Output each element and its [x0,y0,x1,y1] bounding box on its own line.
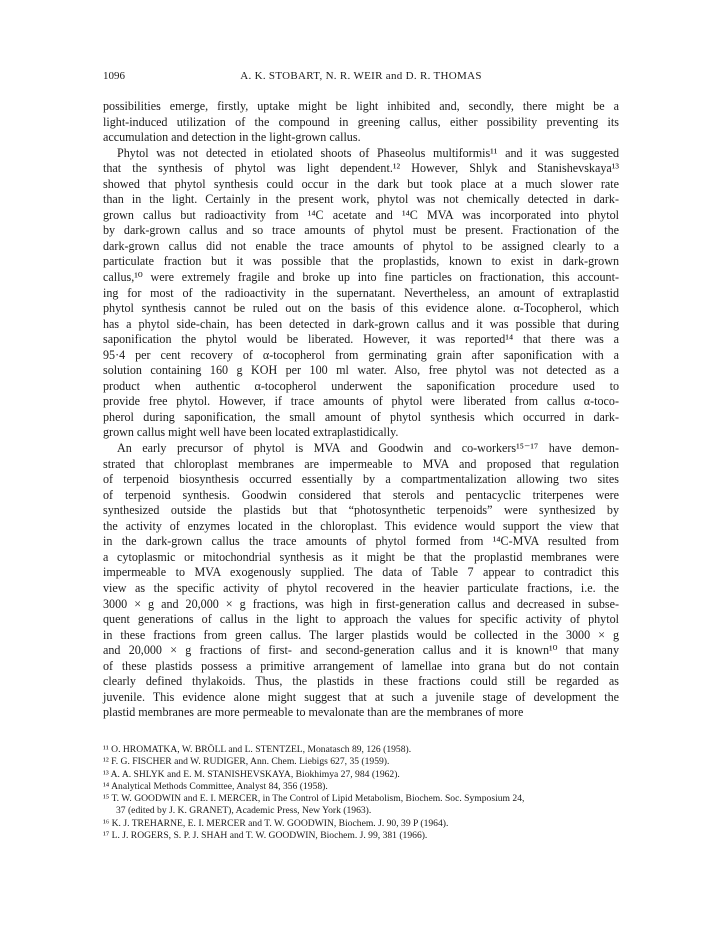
text-line: pherol during saponification, the small amount of phytol synthesis which occurred in dark- [103,409,619,424]
text-line: saponification the phytol would be liberated. However, it was reported¹⁴ that there was a [103,332,619,347]
text-line: possibilities emerge, firstly, uptake might be light inhibited and, secondly, there might be a [103,99,619,113]
text-line: 3000 × g and 20,000 × g fractions, was high in first-generation callus and decreased in subse- [103,596,619,611]
text-line: a cytoplasmic or mitochondrial synthesis as it might be that the proplastid membranes were [103,549,619,564]
paragraph [103,146,619,441]
text-line: view as the specific activity of phytol recovered in the heavier particulate fractions, i.e. the [103,580,619,595]
text-line: by dark-grown callus and so trace amounts of phytol must be present. Fractionation of the [103,223,619,238]
text-line: the activity of enzymes located in the chloroplast. This evidence would support the view that [103,518,619,533]
text-line: strated that chloroplast membranes are impermeable to MVA and proposed that regulation [103,456,619,471]
text-line: showed that phytol synthesis could occur in the dark but took place at a much slower rate [103,176,619,191]
text-line: grown callus might well have been located extraplastidically. [103,425,399,440]
text-line: in these fractions from green callus. The larger plastids would be collected in the 3000 × g [103,627,619,642]
running-title: A. K. STOBART, N. R. WEIR and D. R. THOMAS [240,70,482,82]
text-line: An early precursor of phytol is MVA and Goodwin and co-workers¹⁵⁻¹⁷ have demon- [117,441,619,456]
footnote: ¹¹ O. HROMATKA, W. BRÖLL and L. STENTZEL, Monatasch 89, 126 (1958). [103,744,412,755]
body-text [103,99,619,721]
text-line: plastid membranes are more permeable to mevalonate than are the membranes of more [103,705,524,720]
page-header [103,70,619,88]
text-line: that the synthesis of phytol was light dependent.¹² However, Shlyk and Stanishevskaya¹³ [103,161,619,176]
text-line: light-induced utilization of the compound in greening callus, either possibility preventing its [103,114,619,129]
text-line: product when authentic α-tocopherol underwent the saponification procedure used to [103,378,619,393]
footnote: ¹³ A. A. SHLYK and E. M. STANISHEVSKAYA, Biokhimya 27, 984 (1962). [103,768,400,780]
text-line: clearly defined thylakoids. Thus, the plastids in these fractions could still be regarded as [103,674,619,689]
footnotes [103,744,619,842]
text-line: phytol synthesis cannot be ruled out on the basis of this evidence alone. α-Tocopherol, which [103,301,619,316]
text-line: callus,¹⁰ were extremely fragile and broke up into fine particles on fractionation, this account- [103,270,619,285]
text-line: Phytol was not detected in etiolated shoots of Phaseolus multiformis¹¹ and it was suggested [117,145,619,160]
text-line: provide free phytol. However, if trace amounts of phytol were liberated from callus α-toco- [103,394,619,409]
text-line: than in the light. Certainly in the present work, phytol was not chemically detected in dark- [103,192,619,207]
paragraph [103,441,619,721]
text-line: and 20,000 × g fractions of first- and second-generation callus and it is known¹⁰ that many [103,643,619,658]
text-line: quent generations of callus in the light to approach the values for specific activity of phytol [103,612,619,627]
text-line: has a phytol side-chain, has been detected in dark-grown callus and it was possible that during [103,316,619,331]
footnote: ¹² F. G. FISCHER and W. RUDIGER, Ann. Chem. Liebigs 627, 35 (1959). [103,756,390,768]
text-line: of terpenoid synthesis. Goodwin considered that sterols and pentacyclic triterpenes were [103,487,619,502]
page-number: 1096 [103,70,125,82]
text-line: 95·4 per cent recovery of α-tocopherol from germinating grain after saponification with a [103,347,619,362]
text-line: synthesized outside the plastids but that “photosynthetic terpenoids” were synthesized by [103,503,619,518]
text-line: in the dark-grown callus the trace amounts of phytol formed from ¹⁴C-MVA resulted from [103,534,619,549]
text-line: of terpenoid biosynthesis occurred essentially by a compartmentalization allowing two sites [103,472,619,487]
text-line: of these plastids possess a primitive arrangement of lamellae into grana but do not contain [103,658,619,673]
footnote: ¹⁶ K. J. TREHARNE, E. I. MERCER and T. W. GOODWIN, Biochem. J. 90, 39 P (1964). [103,817,449,829]
text-line: accumulation and detection in the light-grown callus. [103,130,361,145]
text-line: impermeable to MVA exogenously supplied. The data of Table 7 appear to contradict this [103,565,619,580]
text-line: ing for most of the radioactivity in the supernatant. Nevertheless, an amount of extraplastid [103,285,619,300]
paragraph [103,99,619,146]
footnote: ¹⁷ L. J. ROGERS, S. P. J. SHAH and T. W. GOODWIN, Biochem. J. 99, 381 (1966). [103,830,428,842]
text-line: dark-grown callus did not enable the trace amounts of phytol to be assigned clearly to a [103,238,619,253]
text-line: particulate fraction but it was possible that the proplastids, known to exist in dark-grown [103,254,619,269]
text-line: grown callus but radioactivity from ¹⁴C acetate and ¹⁴C MVA was incorporated into phytol [103,207,619,222]
footnote: ¹⁵ T. W. GOODWIN and E. I. MERCER, in The Control of Lipid Metabolism, Biochem. Soc. Symposium 24, [103,793,525,805]
text-line: solution containing 160 g KOH per 100 ml water. Also, free phytol was not detected as a [103,363,619,378]
text-line: juvenile. This evidence alone might suggest that at such a juvenile stage of development the [103,689,619,704]
footnote: ¹⁴ Analytical Methods Committee, Analyst 84, 356 (1958). [103,780,328,792]
footnote: 37 (edited by J. K. GRANET), Academic Press, New York (1963). [116,805,372,817]
